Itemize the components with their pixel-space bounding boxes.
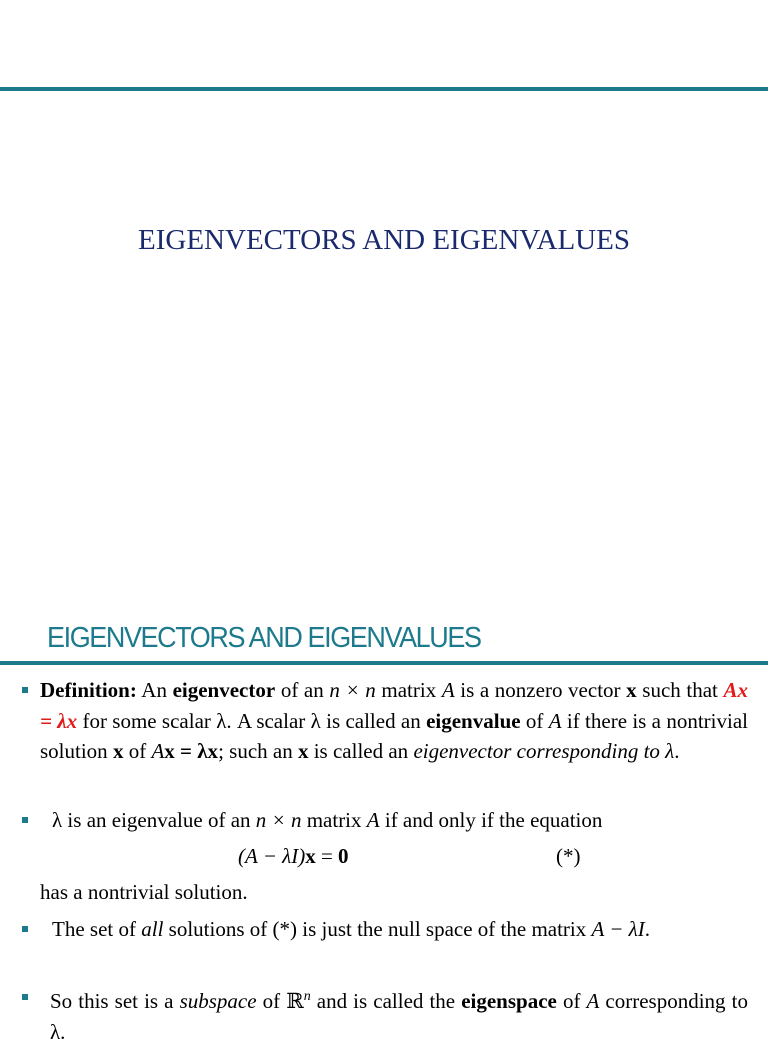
math-A: A bbox=[441, 678, 455, 702]
math-superscript-n: n bbox=[303, 989, 311, 1004]
math-zero: 0 bbox=[338, 844, 349, 868]
text: λ is an eigenvalue of an bbox=[52, 808, 256, 832]
text: such that bbox=[636, 678, 724, 702]
bullet3-paragraph bbox=[52, 914, 748, 945]
math-A-minus-lambda-I: (A − λI) bbox=[238, 844, 306, 868]
text: matrix bbox=[301, 808, 367, 832]
math-x: x bbox=[305, 844, 316, 868]
text: of an bbox=[275, 678, 330, 702]
text: of bbox=[256, 989, 287, 1013]
text: An bbox=[136, 678, 173, 702]
eigen-equation-highlight: Ax = λx bbox=[40, 678, 748, 733]
text: of bbox=[123, 739, 152, 763]
bullet-marker-4 bbox=[22, 994, 28, 1000]
math-A: A bbox=[548, 708, 562, 733]
math-real-space: ℝ bbox=[286, 989, 304, 1013]
math-A: A bbox=[586, 989, 600, 1013]
math-eigen-equation: x = λx bbox=[164, 739, 219, 763]
text: . bbox=[674, 739, 680, 763]
italic-phrase: eigenvector corresponding to λ bbox=[413, 739, 675, 763]
text: of bbox=[520, 708, 549, 733]
math-x: x bbox=[112, 739, 124, 763]
text: is called an bbox=[308, 739, 414, 763]
bullet4-paragraph bbox=[50, 982, 748, 1047]
definition-paragraph bbox=[40, 675, 748, 767]
bullet-marker-1 bbox=[22, 687, 28, 693]
display-equation bbox=[238, 844, 349, 869]
bullet-marker-3 bbox=[22, 926, 28, 932]
slide2-title: EIGENVECTORS AND EIGENVALUES bbox=[47, 622, 481, 654]
math-equals: = bbox=[315, 844, 339, 868]
term-eigenspace: eigenspace bbox=[461, 989, 557, 1013]
text: . bbox=[644, 917, 650, 941]
term-eigenvalue: eigenvalue bbox=[426, 708, 521, 733]
text: if and only if the equation bbox=[379, 808, 603, 832]
math-A: A bbox=[151, 739, 165, 763]
math-n-by-n: n × n bbox=[329, 678, 376, 702]
text: and is called the bbox=[310, 989, 462, 1013]
text: is a nonzero vector bbox=[454, 678, 627, 702]
math-x: x bbox=[626, 678, 637, 702]
text: if there is a nontrivial solution bbox=[40, 708, 748, 763]
bullet-marker-2 bbox=[22, 817, 28, 823]
equation-tag: (*) bbox=[556, 844, 581, 868]
math-A: A bbox=[366, 808, 380, 832]
bullet2-paragraph bbox=[52, 805, 752, 836]
title-underline-rule bbox=[0, 661, 768, 665]
text: solutions of (*) is just the null space of the matrix bbox=[163, 917, 592, 941]
text: ; such an bbox=[218, 739, 298, 763]
term-eigenvector: eigenvector bbox=[172, 678, 276, 702]
italic-subspace: subspace bbox=[179, 989, 257, 1013]
text: matrix bbox=[375, 678, 442, 702]
math-n-by-n: n × n bbox=[255, 808, 302, 832]
math-A-minus-lambda-I: A − λI bbox=[591, 917, 645, 941]
bullet2-continuation: has a nontrivial solution. bbox=[40, 880, 248, 904]
text: So this set is a bbox=[50, 989, 180, 1013]
text: The set of bbox=[52, 917, 142, 941]
text: of bbox=[556, 989, 587, 1013]
slide1-title: EIGENVECTORS AND EIGENVALUES bbox=[138, 224, 630, 256]
top-rule bbox=[0, 87, 768, 91]
math-x: x bbox=[297, 739, 309, 763]
definition-label: Definition: bbox=[40, 678, 137, 702]
text: for some scalar λ. A scalar λ is called an bbox=[77, 708, 427, 733]
italic-all: all bbox=[141, 917, 164, 941]
text: corresponding to λ. bbox=[50, 989, 748, 1044]
